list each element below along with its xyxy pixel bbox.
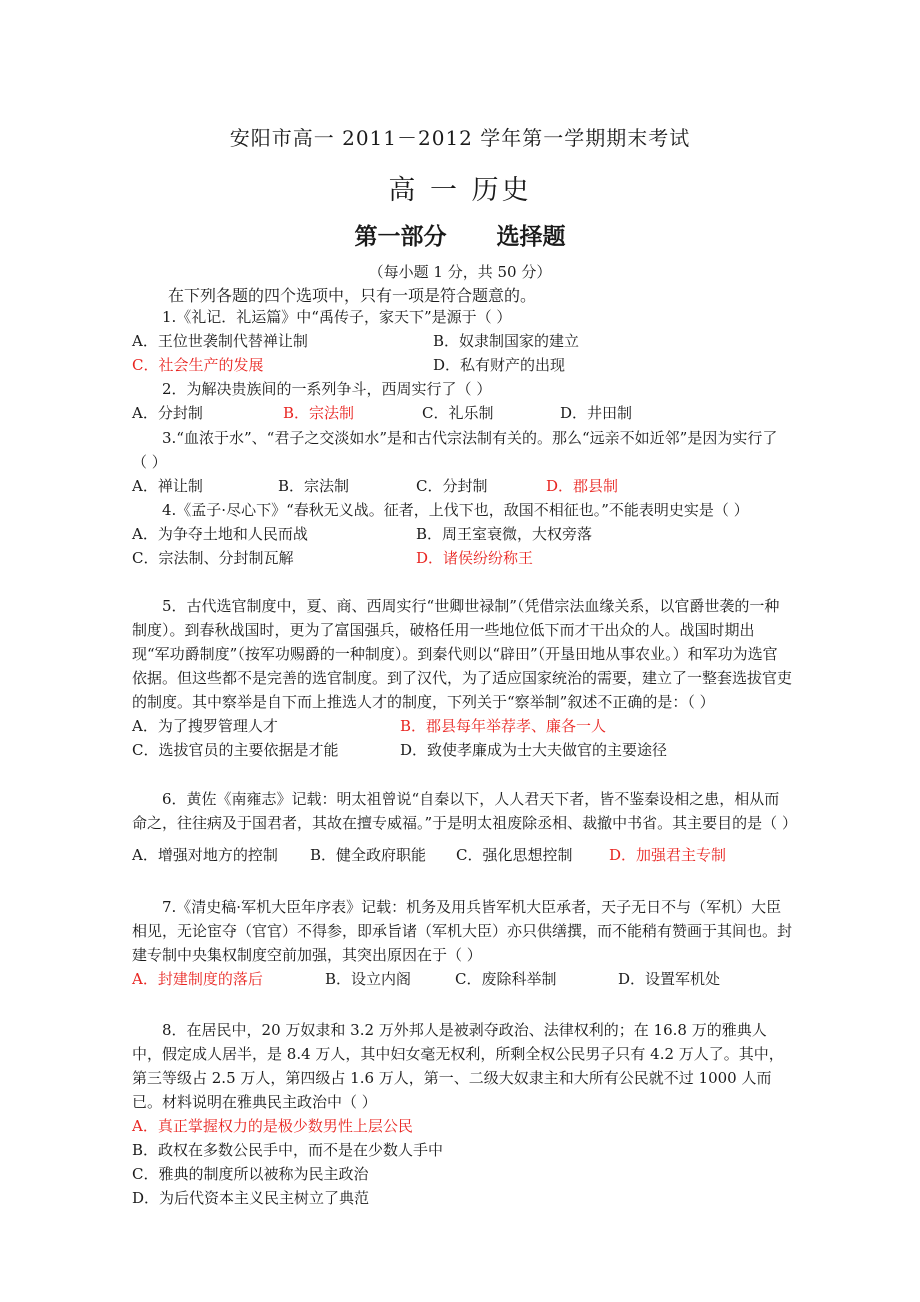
section-title: [0, 218, 920, 251]
question-5: [132, 594, 792, 762]
option-b-answer: B．宗法制: [283, 404, 355, 422]
option-a: A．王位世袭制代替禅让制: [132, 332, 308, 350]
option-d-answer: D．加强君主专制: [609, 846, 727, 864]
option-c: C．分封制: [416, 477, 488, 495]
option-d: D．致使孝廉成为士大夫做官的主要途径: [400, 741, 668, 759]
option-a: A．为了搜罗管理人才: [132, 717, 278, 735]
option-b: B．设立内阁: [325, 970, 412, 988]
option-a-answer: A．封建制度的落后: [132, 970, 263, 988]
exam-title: 安阳市高一 2011－2012 学年第一学期期末考试: [229, 126, 691, 150]
question-6: [132, 787, 797, 867]
option-a: A．分封制: [132, 404, 203, 422]
option-a-answer: A．真正掌握权力的是极少数男性上层公民: [132, 1117, 413, 1135]
option-c: C．废除科举制: [455, 970, 557, 988]
subject-title: 高 一 历史: [388, 175, 532, 206]
option-c: C．强化思想控制: [456, 846, 573, 864]
option-d-answer: D．诸侯纷纷称王: [416, 549, 534, 567]
question-stem: 2．为解决贵族间的一系列争斗，西周实行了（ ）: [162, 380, 492, 398]
option-c: C．选拔官员的主要依据是才能: [132, 741, 339, 759]
option-c: C．雅典的制度所以被称为民主政治: [132, 1165, 369, 1183]
option-b: B．宗法制: [278, 477, 350, 495]
question-stem: 4.《孟子·尽心下》“春秋无义战。征者，上伐下也，敌国不相征也。”不能表明史实是（ ）: [162, 501, 749, 519]
question-7: [132, 895, 792, 991]
question-1: [132, 305, 792, 377]
question-3: [132, 426, 792, 498]
option-b-answer: B．郡县每年举荐孝、廉各一人: [400, 717, 607, 735]
option-b: B．奴隶制国家的建立: [433, 332, 580, 350]
option-d: D．设置军机处: [618, 970, 721, 988]
option-d: D．为后代资本主义民主树立了典范: [132, 1189, 370, 1207]
question-stem: 1.《礼记．礼运篇》中“禹传子，家天下”是源于（ ）: [162, 308, 512, 326]
question-stem: 6．黄佐《南雍志》记载：明太祖曾说“自秦以下，人人君天下者，皆不鉴秦设相之患，相从而命之，往往病及于国君者，其故在擅专威福。”于是明太祖废除丞相、裁撤中书省。其主要目的是（ ）: [132, 790, 797, 832]
option-d-answer: D．郡县制: [546, 477, 619, 495]
option-b: B．政权在多数公民手中，而不是在少数人手中: [132, 1141, 444, 1159]
question-2: [132, 377, 792, 425]
question-stem: 7.《清史稿·军机大臣年序表》记载：机务及用兵皆军机大臣承者，天子无日不与（军机）大臣相见，无论宦夺（官官）不得参，即承旨诸（军机大臣）亦只供缮撰，而不能稍有赞画于其间也。封建专制中央集权制度空前加强，其突出原因在于（ ）: [132, 898, 793, 964]
instruction: 在下列各题的四个选项中，只有一项是符合题意的。: [168, 286, 537, 305]
section-part: 第一部分: [354, 223, 447, 250]
question-8: [132, 1018, 792, 1210]
section-type: 选择题: [496, 223, 566, 250]
option-a: A．禅让制: [132, 477, 203, 495]
scoring-note: （每小题 1 分，共 50 分）: [368, 263, 552, 281]
question-stem: 8．在居民中，20 万奴隶和 3.2 万外邦人是被剥夺政治、法律权利的；在 16.8 万的雅典人中，假定成人居半，是 8.4 万人，其中妇女毫无权利，所剩全权公民男子只有 4.2 万人了。其中，第三等级占 2.5 万人，第四级占 1.6 万人，第一、二级大奴隶主和大所有公民就不过 1000 人而已。材料说明在雅典民主政治中（ ）: [132, 1021, 784, 1111]
option-c-answer: C．社会生产的发展: [132, 356, 264, 374]
option-b: B．周王室衰微，大权旁落: [416, 525, 593, 543]
option-c: C．宗法制、分封制瓦解: [132, 549, 294, 567]
question-stem: 5．古代选官制度中，夏、商、西周实行“世卿世禄制”（凭借宗法血缘关系，以官爵世袭的一种制度）。到春秋战国时，更为了富国强兵，破格任用一些地位低下而才干出众的人。战国时期出现“军功爵制度”（按军功赐爵的一种制度）。到秦代则以“辟田”（开垦田地从事农业。）和军功为选官依据。但这些都不是完善的选官制度。到了汉代，为了适应国家统治的需要，建立了一整套选拔官吏的制度。其中察举是自下而上推选人才的制度，下列关于“察举制”叙述不正确的是：（ ）: [132, 597, 793, 711]
option-b: B．健全政府职能: [310, 846, 427, 864]
option-c: C．礼乐制: [422, 404, 494, 422]
question-4: [132, 498, 792, 570]
option-d: D．私有财产的出现: [433, 356, 566, 374]
option-a: A．为争夺土地和人民而战: [132, 525, 308, 543]
question-stem: 3.“血浓于水”、“君子之交淡如水”是和古代宗法制有关的。那么“远亲不如近邻”是因为实行了（ ）: [132, 429, 778, 471]
option-d: D．井田制: [560, 404, 633, 422]
option-a: A．增强对地方的控制: [132, 846, 278, 864]
